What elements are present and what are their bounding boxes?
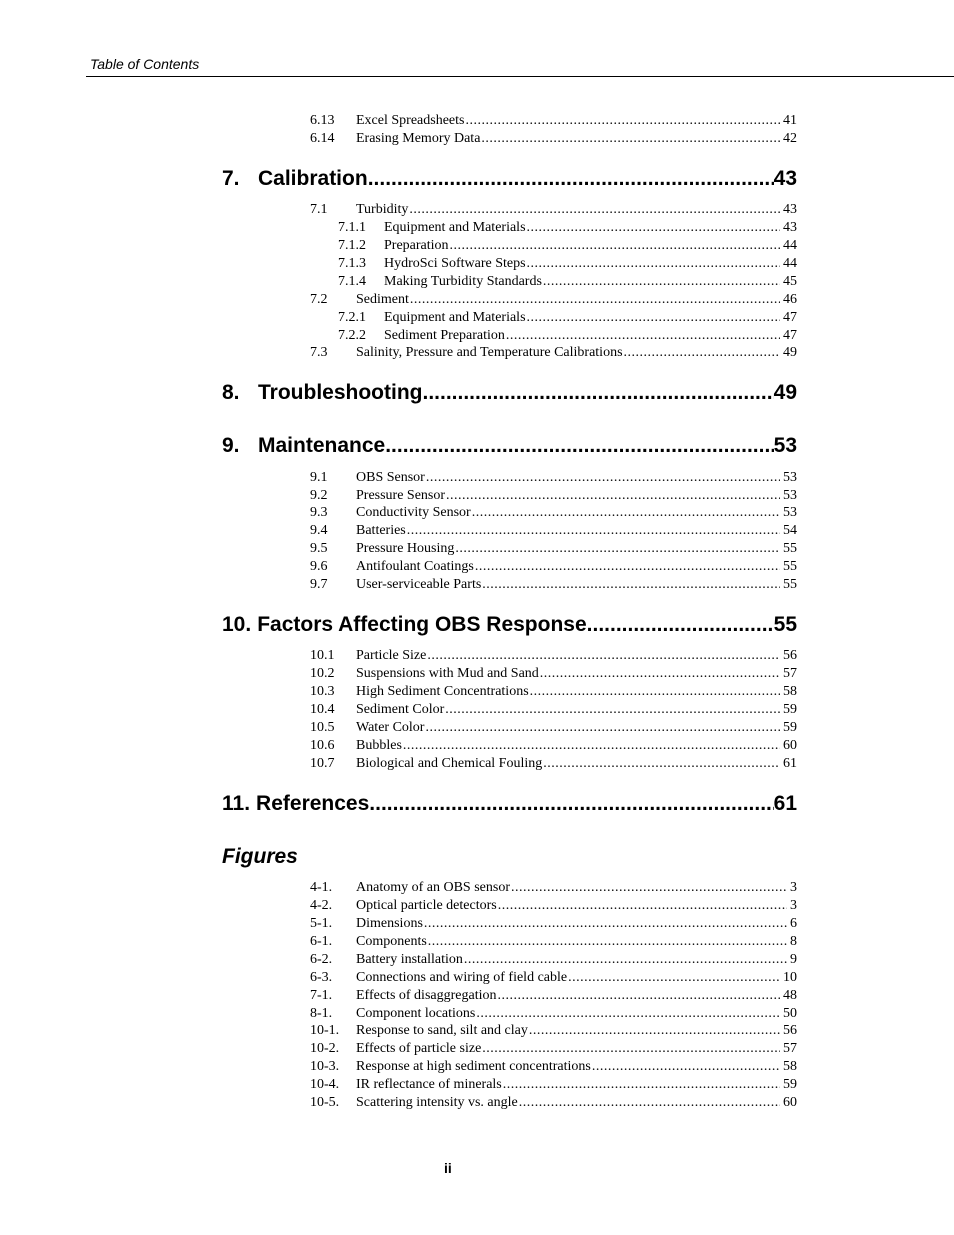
toc-entry[interactable]: 7.1.3 HydroSci Software Steps ..... 44 xyxy=(338,255,797,273)
toc-entry[interactable]: 6.13 Excel Spreadsheets ..... 41 xyxy=(310,112,797,130)
toc-entry[interactable]: 7.2 Sediment ..... 46 xyxy=(310,291,797,309)
figure-entry[interactable]: 6-3. Connections and wiring of field cable ..... 10 xyxy=(310,969,797,987)
toc-entry[interactable]: 9.5 Pressure Housing ..... 55 xyxy=(310,540,797,558)
toc-entry[interactable]: 9.6 Antifoulant Coatings ..... 55 xyxy=(310,558,797,576)
page-number: ii xyxy=(444,1160,452,1176)
toc-entry[interactable]: 6.14 Erasing Memory Data ..... 42 xyxy=(310,130,797,148)
figure-entry[interactable]: 6-1. Components ..... 8 xyxy=(310,933,797,951)
toc-entry[interactable]: 7.1.1 Equipment and Materials ..... 43 xyxy=(338,219,797,237)
toc-entry[interactable]: 7.3 Salinity, Pressure and Temperature Calibrations ..... 49 xyxy=(310,344,797,362)
toc-chapter-factors[interactable]: 10. Factors Affecting OBS Response ..... 55 xyxy=(222,612,797,638)
toc-entry[interactable]: 9.4 Batteries ..... 54 xyxy=(310,522,797,540)
toc-entry[interactable]: 9.7 User-serviceable Parts ..... 55 xyxy=(310,576,797,594)
toc-entry[interactable]: 7.2.2 Sediment Preparation ..... 47 xyxy=(338,327,797,345)
figure-entry[interactable]: 10-2. Effects of particle size ..... 57 xyxy=(310,1040,797,1058)
toc-entry[interactable]: 10.4 Sediment Color ..... 59 xyxy=(310,701,797,719)
toc-entry[interactable]: 9.3 Conductivity Sensor ..... 53 xyxy=(310,504,797,522)
toc-chapter-maintenance[interactable]: 9. Maintenance ..... 53 xyxy=(222,433,797,459)
figure-entry[interactable]: 10-4. IR reflectance of minerals ..... 59 xyxy=(310,1076,797,1094)
toc-entry[interactable]: 7.1 Turbidity ..... 43 xyxy=(310,201,797,219)
toc-entry[interactable]: 7.1.4 Making Turbidity Standards ..... 45 xyxy=(338,273,797,291)
toc-entry[interactable]: 7.1.2 Preparation ..... 44 xyxy=(338,237,797,255)
toc-entry[interactable]: 10.1 Particle Size ..... 56 xyxy=(310,647,797,665)
toc-chapter-calibration[interactable]: 7. Calibration ..... 43 xyxy=(222,166,797,192)
figure-entry[interactable]: 4-2. Optical particle detectors ..... 3 xyxy=(310,897,797,915)
toc-entry[interactable]: 10.7 Biological and Chemical Fouling ..... 61 xyxy=(310,755,797,773)
figure-entry[interactable]: 5-1. Dimensions ..... 6 xyxy=(310,915,797,933)
figures-heading: Figures xyxy=(222,845,298,868)
toc-entry[interactable]: 9.2 Pressure Sensor ..... 53 xyxy=(310,487,797,505)
toc-chapter-references[interactable]: 11. References ..... 61 xyxy=(222,791,797,817)
toc-chapter-troubleshooting[interactable]: 8. Troubleshooting ..... 49 xyxy=(222,380,797,406)
figure-entry[interactable]: 10-1. Response to sand, silt and clay ..... 56 xyxy=(310,1022,797,1040)
toc-entry[interactable]: 7.2.1 Equipment and Materials ..... 47 xyxy=(338,309,797,327)
header-rule xyxy=(86,76,954,77)
running-header: Table of Contents xyxy=(90,56,200,72)
figure-entry[interactable]: 7-1. Effects of disaggregation ..... 48 xyxy=(310,987,797,1005)
toc-entry[interactable]: 10.3 High Sediment Concentrations ..... 58 xyxy=(310,683,797,701)
toc-entry[interactable]: 10.5 Water Color ..... 59 xyxy=(310,719,797,737)
toc-entry[interactable]: 9.1 OBS Sensor ..... 53 xyxy=(310,469,797,487)
figure-entry[interactable]: 6-2. Battery installation ..... 9 xyxy=(310,951,797,969)
figure-entry[interactable]: 8-1. Component locations ..... 50 xyxy=(310,1005,797,1023)
toc-entry[interactable]: 10.6 Bubbles ..... 60 xyxy=(310,737,797,755)
figure-entry[interactable]: 4-1. Anatomy of an OBS sensor ..... 3 xyxy=(310,879,797,897)
toc-entry[interactable]: 10.2 Suspensions with Mud and Sand ..... 57 xyxy=(310,665,797,683)
figure-entry[interactable]: 10-5. Scattering intensity vs. angle ..... 60 xyxy=(310,1094,797,1112)
figure-entry[interactable]: 10-3. Response at high sediment concentrations ..... 58 xyxy=(310,1058,797,1076)
